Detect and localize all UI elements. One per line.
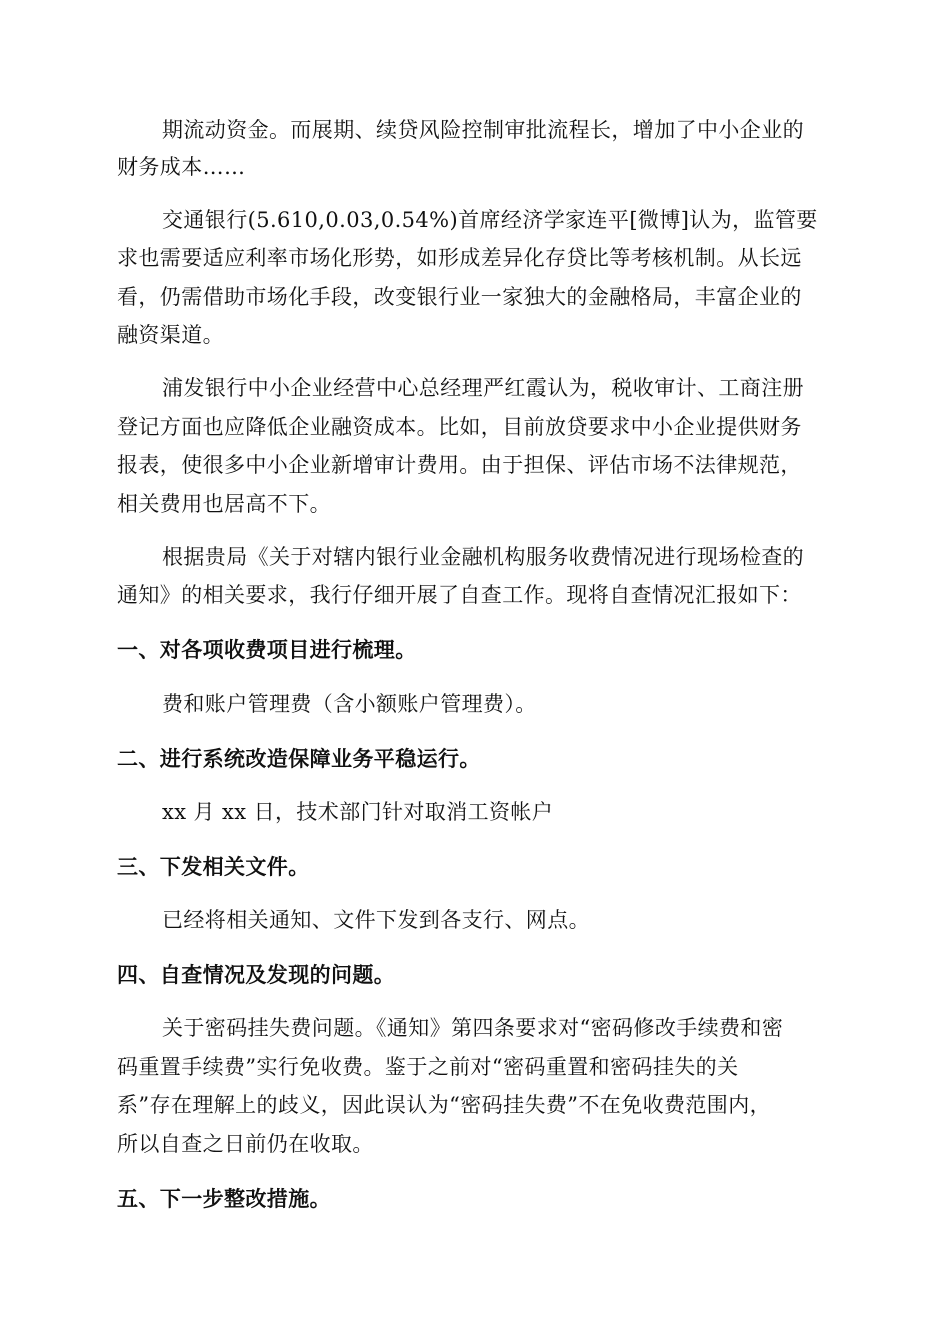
- paragraph-1-line-2: 财务成本……: [117, 155, 246, 179]
- section-4-heading: 四、自查情况及发现的问题。: [117, 963, 396, 987]
- paragraph-3-line-3: 报表，使很多中小企业新增审计费用。由于担保、评估市场不法律规范，: [117, 453, 802, 477]
- section-2-heading: 二、进行系统改造保障业务平稳运行。: [117, 747, 481, 771]
- paragraph-3-line-4: 相关费用也居高不下。: [117, 492, 331, 516]
- paragraph-4-line-2: 通知》的相关要求，我行仔细开展了自查工作。现将自查情况汇报如下：: [117, 583, 802, 607]
- paragraph-4-line-1: 根据贵局《关于对辖内银行业金融机构服务收费情况进行现场检查的: [162, 545, 804, 569]
- section-5-heading: 五、下一步整改措施。: [117, 1187, 331, 1211]
- paragraph-1-line-1: 期流动资金。而展期、续贷风险控制审批流程长，增加了中小企业的: [162, 118, 804, 142]
- section-1-line-1: 费和账户管理费（含小额账户管理费）。: [162, 692, 537, 716]
- paragraph-2-line-4: 融资渠道。: [117, 323, 224, 347]
- paragraph-3-line-1: 浦发银行中小企业经营中心总经理严红霞认为，税收审计、工商注册: [162, 376, 804, 400]
- section-4-line-1: 关于密码挂失费问题。《通知》第四条要求对“密码修改手续费和密: [162, 1016, 784, 1040]
- section-1-heading: 一、对各项收费项目进行梳理。: [117, 638, 417, 662]
- section-3-line-1: 已经将相关通知、文件下发到各支行、网点。: [162, 908, 590, 932]
- section-3-heading: 三、下发相关文件。: [117, 855, 310, 879]
- section-2-line-1: xx 月 xx 日，技术部门针对取消工资帐户: [162, 800, 554, 824]
- section-4-line-4: 所以自查之日前仍在收取。: [117, 1132, 374, 1156]
- paragraph-2-line-1: 交通银行(5.610,0.03,0.54%)首席经济学家连平[微博]认为，监管要: [162, 208, 818, 232]
- paragraph-2-line-3: 看，仍需借助市场化手段，改变银行业一家独大的金融格局，丰富企业的: [117, 285, 802, 309]
- paragraph-2-line-2: 求也需要适应利率市场化形势，如形成差异化存贷比等考核机制。从长远: [117, 246, 802, 270]
- section-4-line-3: 系”存在理解上的歧义，因此误认为“密码挂失费”不在免收费范围内，: [117, 1093, 772, 1117]
- paragraph-3-line-2: 登记方面也应降低企业融资成本。比如，目前放贷要求中小企业提供财务: [117, 415, 802, 439]
- section-4-line-2: 码重置手续费”实行免收费。鉴于之前对“密码重置和密码挂失的关: [117, 1055, 739, 1079]
